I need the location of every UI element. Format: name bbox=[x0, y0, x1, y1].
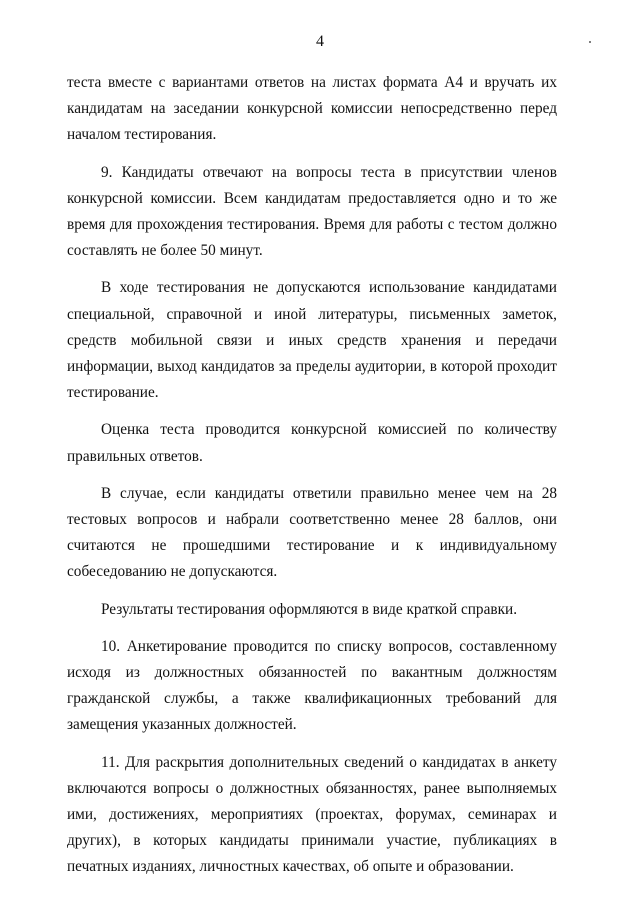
paragraph-testing-rules: В ходе тестирования не допускаются использование кандидатами специальной, справочной и иной литературы, письменных заметок, средств мобильной связи и иных средств хранения и передачи информации, выход кандидатов за пределы аудитории, в которой проходит тестирование. bbox=[67, 279, 557, 402]
paragraph-item-10: 10. Анкетирование проводится по списку вопросов, составленному исходя из должностных обязанностей по вакантным должностям гражданской службы, а также квалификационных требований для замещения указанных должностей. bbox=[67, 637, 557, 734]
scan-speck bbox=[589, 41, 591, 43]
paragraph-continuation: теста вместе с вариантами ответов на листах формата А4 и вручать их кандидатам на заседании конкурсной комиссии непосредственно перед началом тестирования. bbox=[67, 74, 557, 144]
page-number: 4 bbox=[316, 33, 324, 50]
paragraph-failing-threshold: В случае, если кандидаты ответили правильно менее чем на 28 тестовых вопросов и набрали соответственно менее 28 баллов, они считаются не прошедшими тестирование и к индивидуальному собеседованию не допускаются. bbox=[67, 484, 557, 581]
paragraph-test-evaluation: Оценка теста проводится конкурсной комиссией по количеству правильных ответов. bbox=[67, 421, 557, 465]
paragraph-item-9: 9. Кандидаты отвечают на вопросы теста в присутствии членов конкурсной комиссии. Всем кандидатам предоставляется одно и то же время для прохождения тестирования. Время для работы с тестом должно составлять не более 50 минут. bbox=[67, 163, 557, 260]
document-body bbox=[67, 70, 557, 885]
paragraph-item-11: 11. Для раскрытия дополнительных сведений о кандидатах в анкету включаются вопросы о должностных обязанностях, ранее выполняемых ими, достижениях, мероприятиях (проектах, форумах, семинарах и других), в которых кандидаты принимали участие, публикациях в печатных изданиях, личностных качествах, об опыте и образовании. bbox=[67, 753, 557, 876]
paragraph-test-results: Результаты тестирования оформляются в виде краткой справки. bbox=[101, 600, 518, 618]
